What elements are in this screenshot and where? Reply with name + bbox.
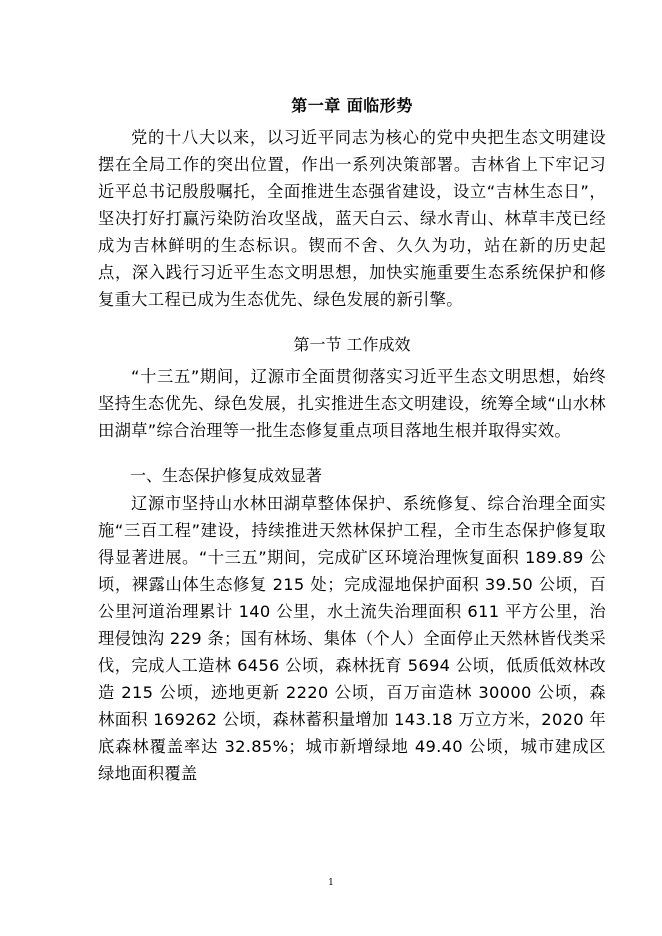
section-intro-paragraph: “十三五”期间，辽源市全面贯彻落实习近平生态文明思想，始终坚持生态优先、绿色发展，扎实推进生态文明建设，统筹全域“山水林田湖草”综合治理等一批生态修复重点项目落地生根并取得实效。	[98, 367, 606, 440]
subsection-body-paragraph: 辽源市坚持山水林田湖草整体保护、系统修复、综合治理全面实施“三百工程”建设，持续推进天然林保护工程，全市生态保护修复取得显著进展。“十三五”期间，完成矿区环境治理恢复面积 189.89 公顷，裸露山体生态修复 215 处；完成湿地保护面积 39.50 公顷，百公里河道治理累计 140 公里，水土流失治理面积 611 平方公里，治理侵蚀沟 229 条；国有林场、集体（个人）全面停止天然林皆伐类采伐，完成人工造林 6456 公顷，森林抚育 5694 公顷，低质低效林改造 215 公顷，迹地更新 2220 公顷，百万亩造林 30000 公顷，森林面积 169262 公顷，森林蓄积量增加 143.18 万立方米，2020 年底森林覆盖率达 32.85%；城市新增绿地 49.40 公顷，城市建成区绿地面积覆盖	[98, 494, 606, 783]
chapter-title: 第一章 面临形势	[291, 96, 413, 115]
page-number: 1	[328, 878, 334, 888]
section-title: 第一节 工作成效	[293, 335, 411, 354]
chapter-intro-paragraph: 党的十八大以来，以习近平同志为核心的党中央把生态文明建设摆在全局工作的突出位置，作出一系列决策部署。吉林省上下牢记习近平总书记殷殷嘱托，全面推进生态强省建设，设立“吉林生态日”，坚决打好打赢污染防治攻坚战，蓝天白云、绿水青山、林草丰茂已经成为吉林鲜明的生态标识。锲而不舍、久久为功，站在新的历史起点，深入践行习近平生态文明思想，加快实施重要生态系统保护和修复重大工程已成为生态优先、绿色发展的新引擎。	[98, 128, 606, 309]
subsection-title: 一、生态保护修复成效显著	[130, 466, 323, 485]
page-content	[98, 92, 606, 787]
